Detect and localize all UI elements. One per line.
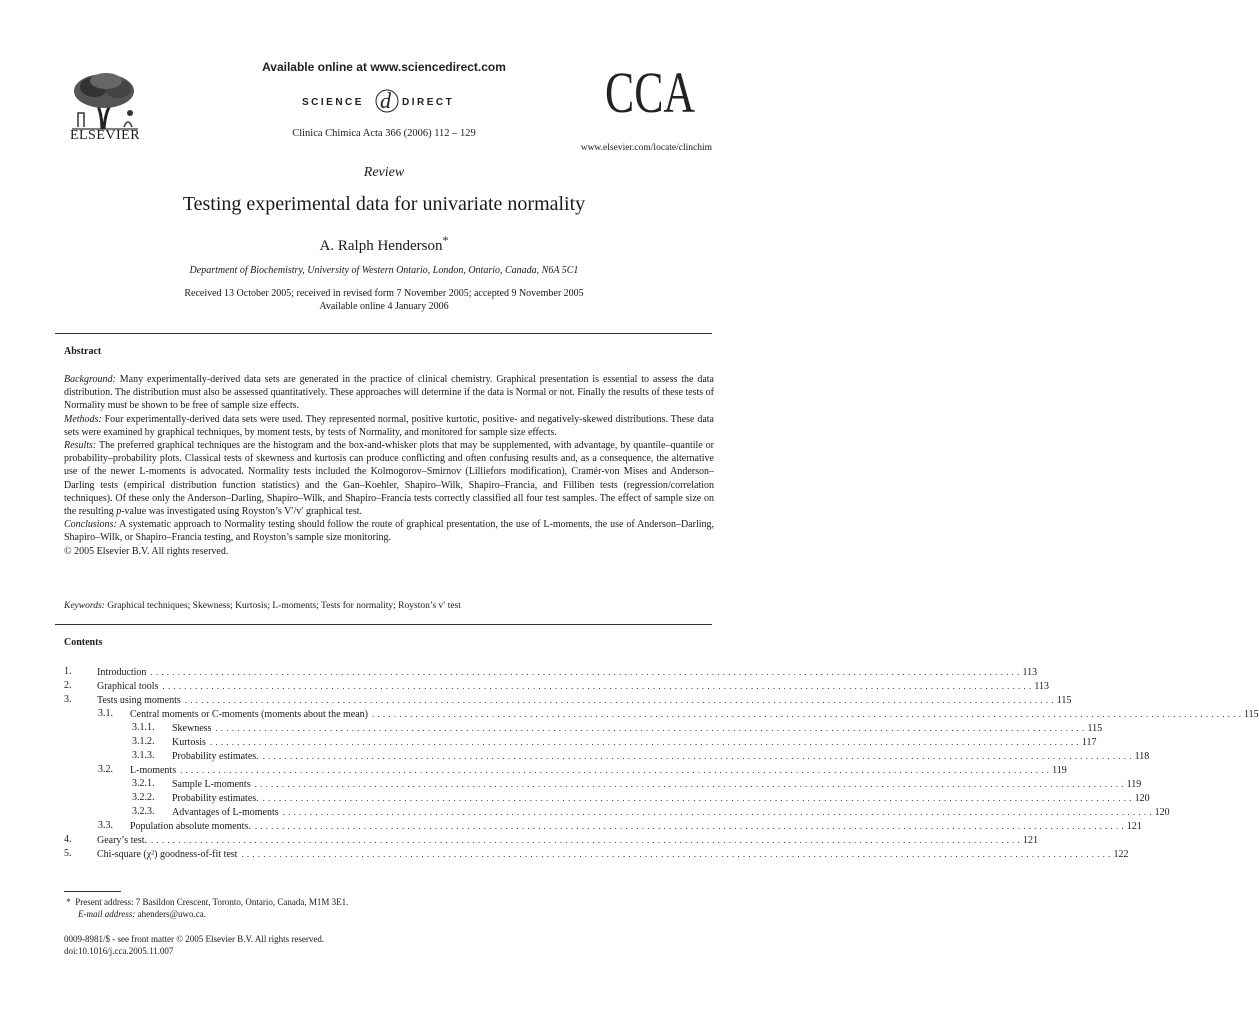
present-address-text: Present address: 7 Basildon Crescent, Toronto, Ontario, Canada, M1M 3E1. bbox=[75, 897, 349, 907]
toc-leader-dots: ................................................................................................................................................................ bbox=[215, 723, 1088, 733]
front-matter bbox=[64, 933, 714, 957]
toc-entry[interactable] bbox=[64, 721, 1103, 735]
issn-line: 0009-8981/$ - see front matter © 2005 Elsevier B.V. All rights reserved. bbox=[64, 934, 325, 944]
journal-cca-logo bbox=[603, 58, 698, 138]
toc-entry-page: 119 bbox=[1052, 765, 1067, 776]
toc-leader-dots: ................................................................................................................................................................ bbox=[162, 681, 1035, 691]
toc-entry[interactable] bbox=[64, 749, 1150, 763]
toc-entry-page: 115 bbox=[1244, 709, 1259, 720]
toc-entry-page: 121 bbox=[1126, 821, 1142, 832]
toc-entry-title[interactable]: L-moments bbox=[130, 765, 177, 776]
journal-reference: Clinica Chimica Acta 366 (2006) 112 – 129 bbox=[292, 128, 476, 139]
toc-entry-page: 121 bbox=[1023, 835, 1038, 846]
toc-entry-number: 3.2.1. bbox=[132, 778, 155, 789]
contents-heading: Contents bbox=[64, 637, 103, 648]
abstract-methods bbox=[64, 413, 714, 439]
toc-entry[interactable] bbox=[64, 679, 1050, 693]
toc-entry-title[interactable]: Population absolute moments. bbox=[130, 821, 251, 832]
sciencedirect-mark: d bbox=[380, 88, 391, 113]
toc-entry-number: 3.1. bbox=[98, 708, 113, 719]
sciencedirect-right-text: DIRECT bbox=[402, 97, 455, 108]
toc-entry[interactable] bbox=[64, 847, 1129, 861]
author-affiliation: Department of Biochemistry, University of Western Ontario, London, Ontario, Canada, N6A 5C1 bbox=[189, 265, 579, 276]
doi-line[interactable]: doi:10.1016/j.cca.2005.11.007 bbox=[64, 946, 174, 956]
article-type: Review bbox=[363, 165, 405, 180]
methods-text: Four experimentally-derived data sets were used. They represented normal, positive kurtotic, positive- and negatively-skewed distributions. These data sets were examined by graphical techniques, by moment tests, by tests of Normality, and monitored for sample size effects. bbox=[64, 413, 714, 438]
toc-entry-number: 3.2. bbox=[98, 764, 113, 775]
toc-entry-number: 2. bbox=[64, 680, 72, 691]
article-history bbox=[0, 287, 768, 313]
abstract-background bbox=[64, 373, 714, 413]
author-name: A. Ralph Henderson bbox=[319, 238, 443, 254]
toc-leader-dots: ................................................................................................................................................................ bbox=[180, 765, 1053, 775]
conclusions-text: A systematic approach to Normality testing should follow the route of graphical presentation, the use of L-moments, the use of Anderson–Darling, Shapiro–Wilk, or Shapiro–Francia testing, and Royston’s sample size monitoring. bbox=[64, 519, 714, 544]
keywords-text: Graphical techniques; Skewness; Kurtosis; L-moments; Tests for normality; Royston’s v′ test bbox=[107, 601, 461, 611]
toc-entry-page: 113 bbox=[1034, 681, 1050, 692]
toc-entry-number: 3.3. bbox=[98, 820, 113, 831]
toc-leader-dots: ................................................................................................................................................................ bbox=[262, 751, 1135, 761]
toc-entry-page: 120 bbox=[1154, 807, 1170, 818]
keywords-label: Keywords: bbox=[64, 601, 105, 611]
toc-leader-dots: ................................................................................................................................................................ bbox=[254, 779, 1127, 789]
available-online-date: Available online 4 January 2006 bbox=[319, 301, 449, 312]
toc-entry-title[interactable]: Introduction bbox=[97, 667, 147, 678]
abstract-heading: Abstract bbox=[64, 346, 102, 357]
toc-entry[interactable] bbox=[64, 735, 1097, 749]
background-label: Background: bbox=[64, 374, 116, 385]
toc-entry-title[interactable]: Kurtosis bbox=[172, 737, 206, 748]
toc-entry-title[interactable]: Geary’s test. bbox=[97, 835, 147, 846]
toc-entry-number: 3.2.3. bbox=[132, 806, 155, 817]
toc-entry[interactable] bbox=[64, 777, 1142, 791]
toc-entry-page: 122 bbox=[1113, 849, 1129, 860]
background-text: Many experimentally-derived data sets are generated in the practice of clinical chemistry. Graphical presentation is essential to assess the data distribution. The distribution must also be assessed quantitatively. These approaches will determine if the data is Normal or not. Finally the results of these tests of Normality must be shown to be free of sample size effects. bbox=[64, 374, 714, 412]
toc-entry[interactable] bbox=[64, 665, 1038, 679]
author-line bbox=[0, 233, 768, 255]
results-text: The preferred graphical techniques are the histogram and the box-and-whisker plots that may be supplemented, with advantage, by quantile–quantile or probability–probability plots. Classical tests of skewness and kurtosis can produce conflicting and often confusing results and, as a consequence, the alternative use of the newer L-moments is advocated. Normality tests included the Kolmogorov–Smirnov (Lilliefors modification), Cramér-von Mises and Anderson–Darling tests (empirical distribution function statistics) and the Gan–Koehler, Shapiro–Wilk, Shapiro–Francia, and Filliben tests (regression/correlation techniques). Of these only the Anderson–Darling, Shapiro–Wilk, and Shapiro–Francia tests correctly classified all four test samples. The effect of sample size on the resulting bbox=[64, 440, 715, 518]
table-of-contents bbox=[64, 665, 1259, 861]
toc-entry[interactable] bbox=[64, 791, 1150, 805]
toc-entry-number: 5. bbox=[64, 848, 72, 859]
author-footnote-mark[interactable]: * bbox=[442, 233, 449, 247]
toc-entry-title[interactable]: Graphical tools bbox=[97, 681, 159, 692]
footnote-mark: * bbox=[66, 897, 71, 907]
keywords bbox=[64, 601, 714, 611]
toc-entry-number: 3.1.2. bbox=[132, 736, 155, 747]
journal-url-link[interactable]: www.elsevier.com/locate/clinchim bbox=[580, 143, 712, 153]
header-divider bbox=[55, 333, 712, 334]
toc-leader-dots: ................................................................................................................................................................ bbox=[151, 835, 1023, 845]
conclusions-label: Conclusions: bbox=[64, 519, 117, 531]
toc-leader-dots: ................................................................................................................................................................ bbox=[150, 667, 1023, 677]
abstract-copyright: © 2005 Elsevier B.V. All rights reserved. bbox=[64, 545, 229, 557]
toc-leader-dots: ................................................................................................................................................................ bbox=[262, 793, 1135, 803]
toc-entry-page: 113 bbox=[1022, 667, 1038, 678]
toc-entry-title[interactable]: Central moments or C-moments (moments about the mean) bbox=[130, 709, 369, 720]
cca-logo-text: CCA bbox=[605, 60, 696, 125]
toc-entry-page: 119 bbox=[1126, 779, 1142, 790]
toc-entry-number: 3.2.2. bbox=[132, 792, 155, 803]
abstract-conclusions bbox=[64, 518, 714, 544]
toc-leader-dots: ................................................................................................................................................................ bbox=[241, 849, 1114, 859]
toc-entry-title[interactable]: Probability estimates. bbox=[172, 793, 259, 804]
email-link[interactable]: ahenders@uwo.ca. bbox=[137, 909, 206, 919]
toc-entry-page: 115 bbox=[1087, 723, 1103, 734]
received-dates: Received 13 October 2005; received in revised form 7 November 2005; accepted 9 November 2005 bbox=[184, 288, 584, 299]
toc-leader-dots: ................................................................................................................................................................ bbox=[209, 737, 1082, 747]
toc-leader-dots: ................................................................................................................................................................ bbox=[254, 821, 1127, 831]
sciencedirect-left-text: SCIENCE bbox=[302, 97, 364, 108]
toc-entry[interactable] bbox=[64, 693, 1072, 707]
sciencedirect-logo bbox=[300, 86, 470, 116]
toc-entry-page: 120 bbox=[1134, 793, 1150, 804]
toc-entry-number: 3.1.1. bbox=[132, 722, 155, 733]
toc-entry[interactable] bbox=[64, 707, 1259, 721]
toc-entry-number: 1. bbox=[64, 666, 72, 677]
author-footnote bbox=[64, 896, 714, 920]
toc-entry-number: 3. bbox=[64, 694, 72, 705]
toc-entry[interactable] bbox=[64, 833, 1038, 847]
abstract-results bbox=[64, 439, 714, 518]
toc-leader-dots: ................................................................................................................................................................ bbox=[372, 709, 1245, 719]
toc-entry-number: 3.1.3. bbox=[132, 750, 155, 761]
toc-entry[interactable] bbox=[64, 819, 1142, 833]
p-symbol: p bbox=[116, 506, 122, 518]
toc-entry-title[interactable]: Skewness bbox=[172, 723, 212, 734]
toc-entry-title[interactable]: Advantages of L-moments bbox=[172, 807, 279, 818]
toc-leader-dots: ................................................................................................................................................................ bbox=[184, 695, 1057, 705]
toc-entry-title[interactable]: Chi-square (χ²) goodness-of-fit test bbox=[97, 849, 238, 860]
toc-entry-page: 115 bbox=[1056, 695, 1072, 706]
toc-entry-title[interactable]: Tests using moments bbox=[97, 695, 181, 706]
toc-entry-title[interactable]: Probability estimates. bbox=[172, 751, 259, 762]
article-title: Testing experimental data for univariate normality bbox=[182, 193, 586, 215]
results-tail-text: -value was investigated using Royston’s V′/v′ graphical test. bbox=[121, 506, 363, 518]
toc-entry-page: 117 bbox=[1081, 737, 1097, 748]
methods-label: Methods: bbox=[64, 413, 102, 425]
available-online-banner[interactable]: Available online at www.sciencedirect.com bbox=[262, 60, 506, 74]
email-label: E-mail address: bbox=[78, 909, 136, 919]
footnote-divider bbox=[64, 891, 121, 892]
toc-entry-title[interactable]: Sample L-moments bbox=[172, 779, 251, 790]
toc-entry[interactable] bbox=[64, 763, 1067, 777]
publisher-name: ELSEVIER bbox=[69, 128, 141, 143]
results-label: Results: bbox=[64, 440, 97, 452]
abstract-divider bbox=[55, 624, 712, 625]
toc-entry-number: 4. bbox=[64, 834, 72, 845]
abstract-body bbox=[64, 373, 714, 558]
toc-leader-dots: ................................................................................................................................................................ bbox=[282, 807, 1155, 817]
toc-entry-page: 118 bbox=[1134, 751, 1150, 762]
toc-entry[interactable] bbox=[64, 805, 1170, 819]
present-address bbox=[64, 896, 714, 908]
email-line bbox=[64, 908, 714, 920]
